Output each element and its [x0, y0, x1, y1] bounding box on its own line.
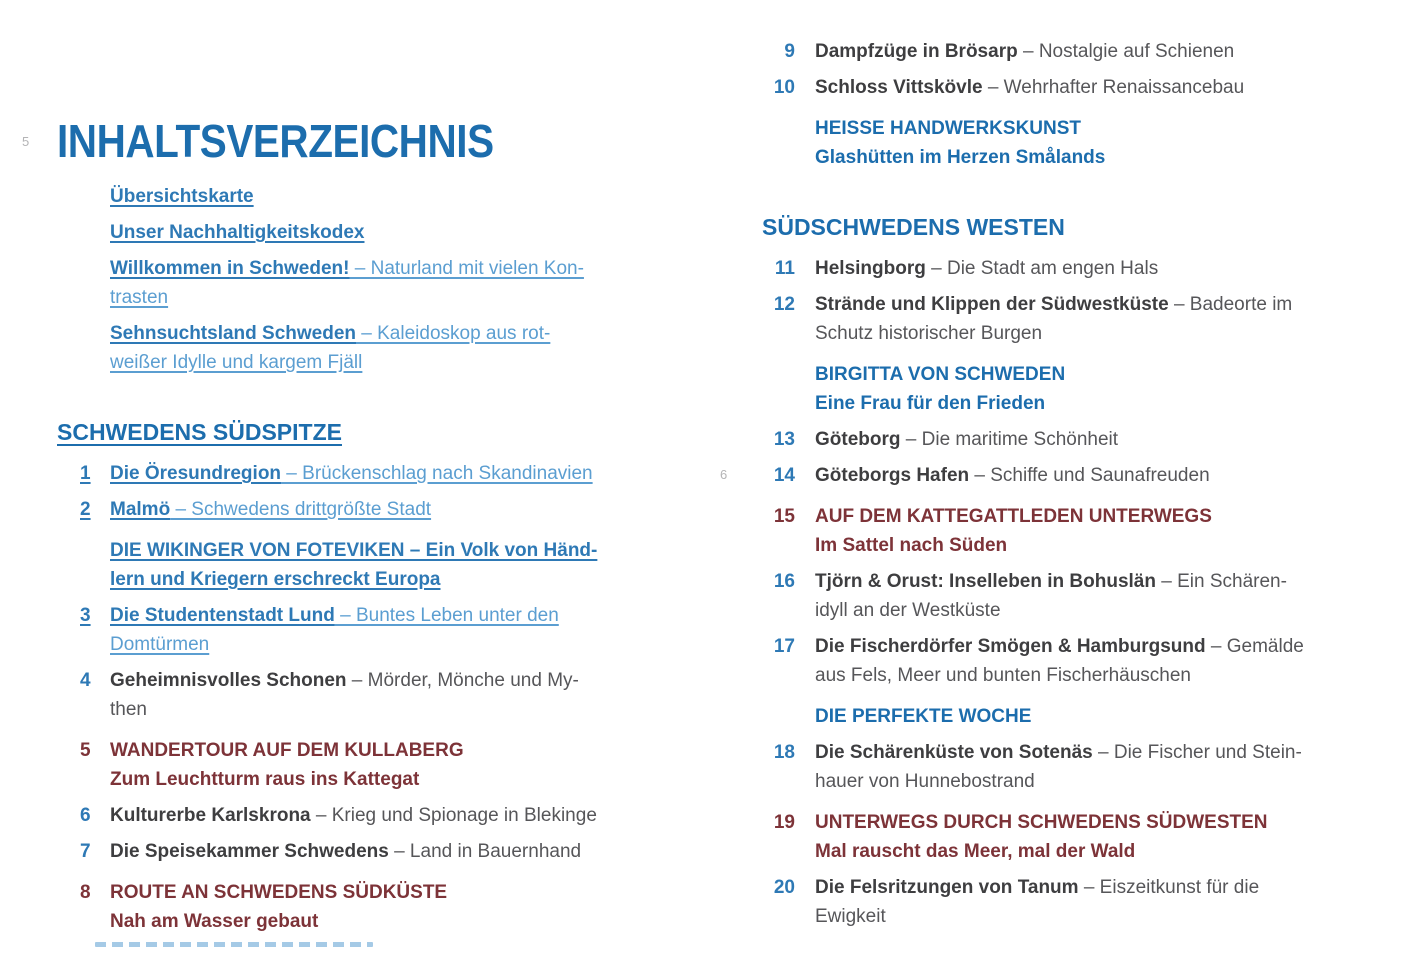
- item-lines: [110, 495, 431, 524]
- text-segment: Dampfzüge in Brösarp: [815, 41, 1018, 62]
- item-lines: [110, 319, 550, 377]
- item-lines: [110, 182, 254, 211]
- text-segment: – Nostalgie auf Schienen: [1017, 41, 1235, 62]
- item-line: [110, 736, 464, 765]
- toc-item-15: [762, 502, 1422, 560]
- item-number: 1: [80, 463, 91, 484]
- text-segment: – Eiszeitkunst für die: [1078, 877, 1260, 898]
- item-lines: [110, 536, 597, 594]
- text-segment: Im Sattel nach Süden: [815, 535, 1008, 556]
- item-lines: [815, 702, 1031, 731]
- item-line: [110, 695, 579, 724]
- text-segment: Ewigkeit: [815, 906, 886, 927]
- toc-item-1[interactable]: [57, 459, 707, 488]
- item-number: 11: [774, 258, 795, 279]
- item-line: [815, 425, 1118, 454]
- text-segment: WANDERTOUR AUF DEM KULLABERG: [110, 740, 464, 761]
- text-segment: Übersichtskarte: [110, 186, 254, 207]
- text-segment: – Buntes Leben unter den: [334, 605, 559, 626]
- item-line: [110, 765, 464, 794]
- item-line: [815, 808, 1268, 837]
- item-line: [110, 495, 431, 524]
- item-line: [110, 801, 597, 830]
- text-segment: Malmö: [110, 499, 171, 520]
- item-lines: [110, 736, 464, 794]
- item-number: 16: [773, 571, 795, 592]
- text-segment: Göteborgs Hafen: [815, 465, 970, 486]
- item-line: [110, 878, 447, 907]
- text-segment: – Naturland mit vielen Kon-: [349, 258, 584, 279]
- item-number: 17: [773, 636, 795, 657]
- toc-link[interactable]: [57, 182, 707, 211]
- text-segment: then: [110, 699, 147, 720]
- text-segment: HEISSE HANDWERKSKUNST: [815, 118, 1082, 139]
- toc-link[interactable]: [57, 218, 707, 247]
- item-line: [110, 837, 581, 866]
- toc-item-7: [57, 837, 707, 866]
- item-number: 3: [80, 605, 91, 626]
- item-line: [110, 666, 579, 695]
- section-header-text: SÜDSCHWEDENS WESTEN: [762, 214, 1065, 240]
- item-line: [815, 37, 1234, 66]
- text-segment: BIRGITTA VON SCHWEDEN: [815, 364, 1066, 385]
- item-line: [110, 348, 550, 377]
- item-line: [815, 661, 1304, 690]
- item-line: [815, 767, 1302, 796]
- item-lines: [815, 502, 1212, 560]
- toc-item-16: [762, 567, 1422, 625]
- item-lines: [815, 461, 1210, 490]
- item-lines: [110, 837, 581, 866]
- text-segment: Helsingborg: [815, 258, 926, 279]
- text-segment: – Land in Bauernhand: [388, 841, 582, 862]
- toc-item-18: [762, 738, 1422, 796]
- page-number-left: 5: [22, 134, 30, 149]
- text-segment: Die Öresundregion: [110, 463, 282, 484]
- item-line: [110, 283, 584, 312]
- item-line: [815, 114, 1105, 143]
- section-header-text: SCHWEDENS SÜDSPITZE: [57, 419, 342, 445]
- toc-item-14: [762, 461, 1422, 490]
- toc-link[interactable]: [57, 536, 707, 594]
- item-line: [815, 461, 1210, 490]
- toc-left-column: [57, 0, 707, 947]
- page-title: INHALTSVERZEICHNIS: [57, 115, 494, 167]
- text-segment: lern und Kriegern erschreckt Europa: [110, 569, 441, 590]
- item-number: 19: [773, 812, 795, 833]
- item-number: 7: [80, 841, 91, 862]
- text-segment: trasten: [110, 287, 169, 308]
- item-line: [110, 630, 559, 659]
- text-segment: Schloss Vittskövle: [815, 77, 983, 98]
- text-segment: Zum Leuchtturm raus ins Kattegat: [110, 769, 420, 790]
- item-lines: [110, 218, 364, 247]
- text-segment: Sehnsuchtsland Schweden: [110, 323, 356, 344]
- item-line: [815, 143, 1105, 172]
- text-segment: Willkommen in Schweden!: [110, 258, 350, 279]
- item-lines: [815, 738, 1302, 796]
- item-line: [815, 290, 1292, 319]
- feature-heading: [762, 114, 1422, 172]
- text-segment: Strände und Klippen der Südwestküste: [815, 294, 1169, 315]
- toc-item-12: [762, 290, 1422, 348]
- toc-item-13: [762, 425, 1422, 454]
- text-segment: aus Fels, Meer und bunten Fischerhäuschen: [815, 665, 1191, 686]
- item-line: [815, 702, 1031, 731]
- item-lines: [815, 425, 1118, 454]
- item-line: [110, 536, 597, 565]
- item-number: 2: [80, 499, 91, 520]
- text-segment: Göteborg: [815, 429, 901, 450]
- text-segment: ROUTE AN SCHWEDENS SÜDKÜSTE: [110, 882, 448, 903]
- item-line: [815, 632, 1304, 661]
- text-segment: – Die Fischer und Stein-: [1092, 742, 1302, 763]
- text-segment: – Kaleidoskop aus rot-: [356, 323, 551, 344]
- item-line: [110, 565, 597, 594]
- text-segment: Die Fischerdörfer Smögen & Hamburgsund: [815, 636, 1206, 657]
- text-segment: – Brückenschlag nach Skandinavien: [281, 463, 593, 484]
- text-segment: Nah am Wasser gebaut: [110, 911, 319, 932]
- text-segment: weißer Idylle und kargem Fjäll: [110, 352, 363, 373]
- section-header: [762, 212, 1422, 242]
- item-line: [815, 389, 1065, 418]
- text-segment: – Mörder, Mönche und My-: [346, 670, 579, 691]
- toc-item-19: [762, 808, 1422, 866]
- text-segment: Mal rauscht das Meer, mal der Wald: [815, 841, 1136, 862]
- item-lines: [815, 73, 1244, 102]
- item-lines: [110, 254, 584, 312]
- text-segment: – Gemälde: [1205, 636, 1304, 657]
- item-line: [815, 738, 1302, 767]
- text-segment: – Schiffe und Saunafreuden: [969, 465, 1210, 486]
- text-segment: idyll an der Westküste: [815, 600, 1001, 621]
- item-number: 4: [80, 670, 91, 691]
- text-segment: – Die Stadt am engen Hals: [925, 258, 1159, 279]
- toc-item-4: [57, 666, 707, 724]
- text-segment: hauer von Hunnebostrand: [815, 771, 1035, 792]
- text-segment: Geheimnisvolles Schonen: [110, 670, 347, 691]
- item-number: 18: [773, 742, 795, 763]
- item-lines: [815, 254, 1158, 283]
- clipped-text-fragment: [95, 942, 373, 947]
- item-number: 8: [80, 882, 91, 903]
- item-number: 5: [80, 740, 91, 761]
- item-lines: [110, 601, 559, 659]
- item-lines: [815, 290, 1292, 348]
- item-line: [815, 360, 1065, 389]
- item-lines: [815, 632, 1304, 690]
- item-number: 13: [773, 429, 795, 450]
- item-line: [110, 601, 559, 630]
- toc-item-2[interactable]: [57, 495, 707, 524]
- item-lines: [110, 666, 579, 724]
- item-lines: [815, 37, 1234, 66]
- text-segment: Schutz historischer Burgen: [815, 323, 1043, 344]
- text-segment: – Ein Schären-: [1155, 571, 1287, 592]
- item-lines: [815, 360, 1065, 418]
- text-segment: – Wehrhafter Renaissancebau: [982, 77, 1245, 98]
- item-line: [815, 502, 1212, 531]
- text-segment: – Schwedens drittgrößte Stadt: [170, 499, 432, 520]
- item-line: [815, 73, 1244, 102]
- text-segment: Eine Frau für den Frieden: [815, 393, 1046, 414]
- item-number: 6: [80, 805, 91, 826]
- section-header[interactable]: [57, 417, 707, 447]
- item-lines: [815, 114, 1105, 172]
- text-segment: AUF DEM KATTEGATTLEDEN UNTERWEGS: [815, 506, 1212, 527]
- item-lines: [815, 873, 1259, 931]
- toc-item-6: [57, 801, 707, 830]
- feature-heading: [762, 702, 1422, 731]
- item-number: 10: [773, 77, 795, 98]
- page-number-right: 6: [720, 467, 728, 482]
- text-segment: Kulturerbe Karlskrona: [110, 805, 311, 826]
- item-line: [110, 254, 584, 283]
- toc-item-20: [762, 873, 1422, 931]
- item-number: 20: [773, 877, 795, 898]
- item-line: [815, 531, 1212, 560]
- toc-item-17: [762, 632, 1422, 690]
- item-line: [815, 254, 1158, 283]
- toc-link[interactable]: [57, 254, 707, 312]
- item-lines: [110, 801, 597, 830]
- text-segment: DIE PERFEKTE WOCHE: [815, 706, 1032, 727]
- item-number: 15: [773, 506, 795, 527]
- toc-right-blocks: [762, 37, 1422, 931]
- item-line: [110, 182, 254, 211]
- item-line: [110, 319, 550, 348]
- item-line: [815, 596, 1287, 625]
- text-segment: Die Schärenküste von Sotenäs: [815, 742, 1093, 763]
- toc-item-9: [762, 37, 1422, 66]
- toc-link[interactable]: [57, 319, 707, 377]
- text-segment: – Badeorte im: [1168, 294, 1293, 315]
- text-segment: DIE WIKINGER VON FOTEVIKEN – Ein Volk von Händ-: [110, 540, 598, 561]
- toc-left-blocks: [57, 182, 707, 947]
- item-number: 14: [773, 465, 795, 486]
- item-line: [110, 218, 364, 247]
- item-lines: [815, 567, 1287, 625]
- toc-item-5: [57, 736, 707, 794]
- toc-item-3[interactable]: [57, 601, 707, 659]
- item-line: [815, 837, 1268, 866]
- text-segment: Die Felsritzungen von Tanum: [815, 877, 1079, 898]
- item-line: [110, 907, 447, 936]
- item-line: [815, 319, 1292, 348]
- item-line: [815, 902, 1259, 931]
- text-segment: Die Studentenstadt Lund: [110, 605, 335, 626]
- text-segment: Glashütten im Herzen Smålands: [815, 147, 1106, 168]
- text-segment: Tjörn & Orust: Inselleben in Bohuslän: [815, 571, 1156, 592]
- item-number: 12: [773, 294, 795, 315]
- item-lines: [110, 878, 447, 936]
- text-segment: Domtürmen: [110, 634, 210, 655]
- toc-item-8: [57, 878, 707, 936]
- item-line: [815, 873, 1259, 902]
- toc-item-11: [762, 254, 1422, 283]
- item-lines: [815, 808, 1268, 866]
- feature-heading: [762, 360, 1422, 418]
- item-lines: [110, 459, 593, 488]
- text-segment: – Krieg und Spionage in Blekinge: [310, 805, 597, 826]
- item-number: 9: [784, 41, 795, 62]
- text-segment: UNTERWEGS DURCH SCHWEDENS SÜDWESTEN: [815, 812, 1268, 833]
- toc-right-column: [762, 0, 1422, 931]
- item-line: [815, 567, 1287, 596]
- text-segment: Die Speisekammer Schwedens: [110, 841, 389, 862]
- text-segment: Unser Nachhaltigkeitskodex: [110, 222, 365, 243]
- text-segment: – Die maritime Schönheit: [900, 429, 1119, 450]
- toc-item-10: [762, 73, 1422, 102]
- item-line: [110, 459, 593, 488]
